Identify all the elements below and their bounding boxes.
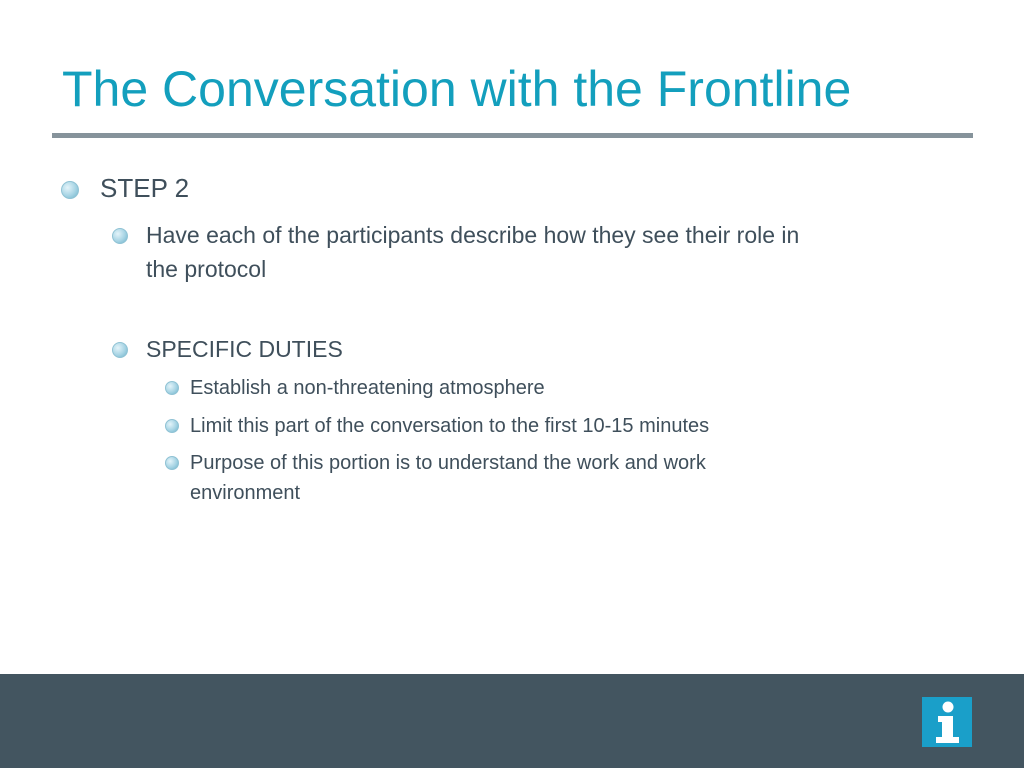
bullet-icon — [165, 381, 179, 395]
bullet-icon — [112, 228, 128, 244]
duty-item-2: Limit this part of the conversation to the first 10-15 minutes — [190, 415, 710, 437]
bullet-icon — [61, 181, 79, 199]
info-i-icon — [922, 697, 972, 747]
step-description-line1: Have each of the participants describe how they see their role in — [146, 222, 800, 248]
bullet-icon — [165, 456, 179, 470]
slide-title: The Conversation with the Frontline — [62, 61, 852, 117]
bullet-icon — [165, 419, 179, 433]
duties-label: SPECIFIC DUTIES — [146, 336, 343, 362]
duty-item-3-line2: environment — [190, 482, 301, 504]
footer-bar — [0, 674, 1024, 768]
title-divider — [52, 133, 973, 138]
duty-item-1: Establish a non-threatening atmosphere — [190, 377, 545, 399]
duty-item-3-line1: Purpose of this portion is to understand the work and work — [190, 452, 706, 474]
step-description-line2: the protocol — [146, 256, 267, 282]
step-label: STEP 2 — [100, 173, 190, 203]
bullet-icon — [112, 342, 128, 358]
